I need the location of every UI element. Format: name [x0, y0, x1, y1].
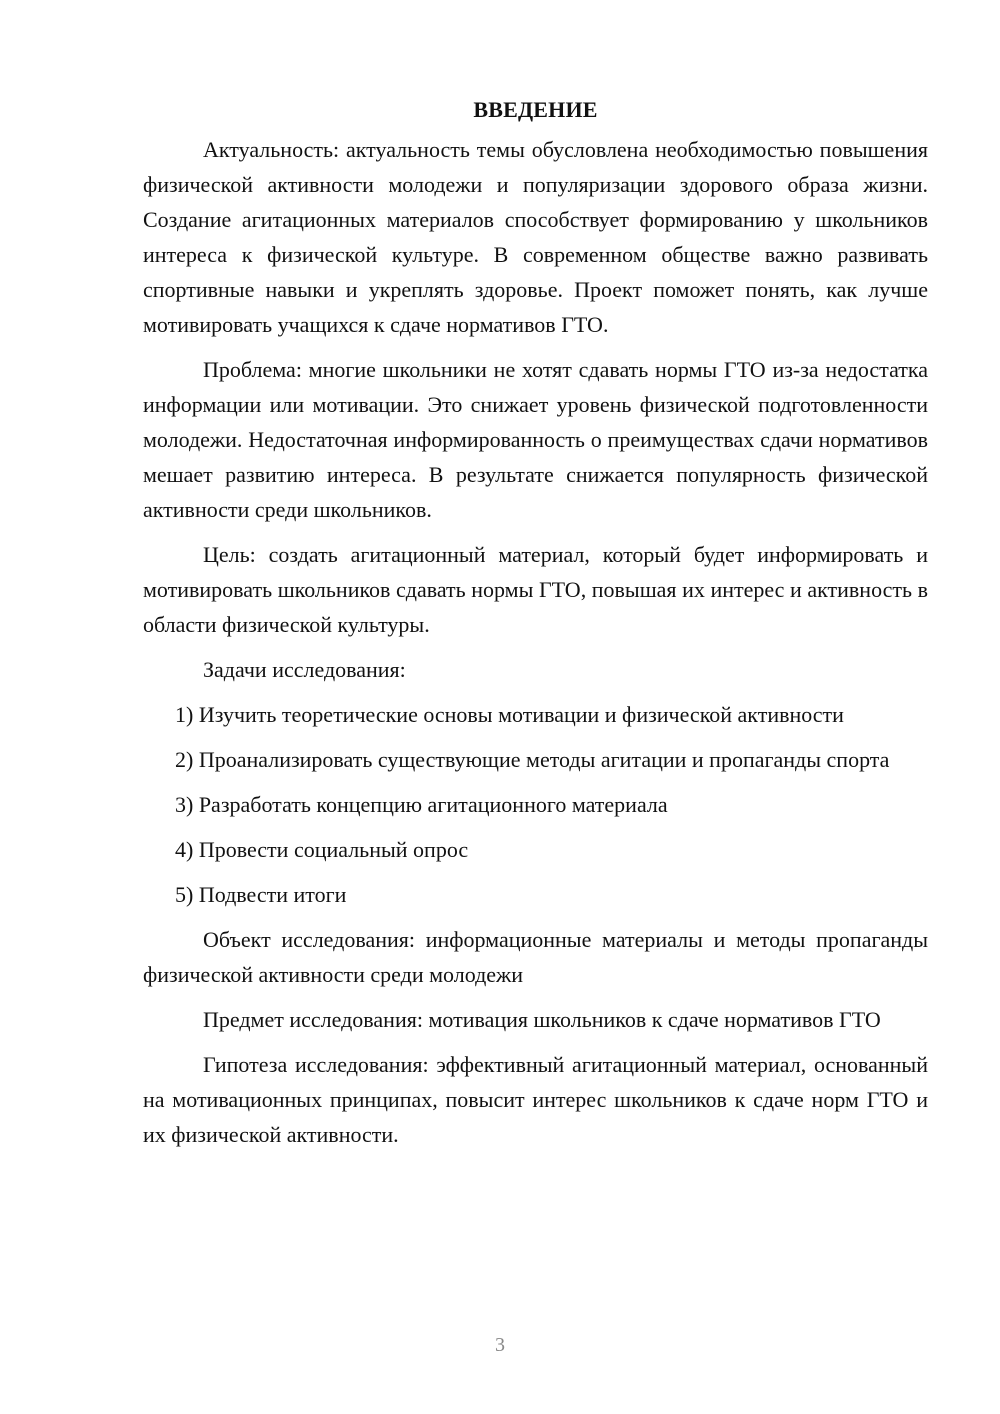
task-item: 3) Разработать концепцию агитационного материала: [175, 792, 668, 817]
task-item: 4) Провести социальный опрос: [175, 837, 469, 862]
task-item: 1) Изучить теоретические основы мотивации и физической активности: [175, 702, 844, 727]
paragraph-problem: Проблема: многие школьники не хотят сдавать нормы ГТО из-за недостатка информации или мотивации. Это снижает уровень физической подготовленности молодежи. Недостаточная информированность о преимуществах сдачи нормативов мешает развитию интереса. В результате снижается популярность физической активности среди школьников.: [143, 357, 928, 522]
paragraph-subject: Предмет исследования: мотивация школьников к сдаче нормативов ГТО: [203, 1007, 881, 1032]
page-title: ВВЕДЕНИЕ: [473, 97, 598, 122]
document-body: [143, 92, 928, 1162]
task-item: 2) Проанализировать существующие методы агитации и пропаганды спорта: [175, 747, 890, 772]
task-item: 5) Подвести итоги: [175, 882, 347, 907]
paragraph-goal: Цель: создать агитационный материал, который будет информировать и мотивировать школьников сдавать нормы ГТО, повышая их интерес и активность в области физической культуры.: [143, 542, 928, 637]
paragraph-hypothesis: Гипотеза исследования: эффективный агитационный материал, основанный на мотивационных принципах, повысит интерес школьников к сдаче норм ГТО и их физической активности.: [143, 1052, 928, 1147]
page-number: 3: [495, 1334, 505, 1356]
paragraph-relevance: Актуальность: актуальность темы обусловлена необходимостью повышения физической активности молодежи и популяризации здорового образа жизни. Создание агитационных материалов способствует формированию у школьников интереса к физической культуре. В современном обществе важно развивать спортивные навыки и укреплять здоровье. Проект поможет понять, как лучше мотивировать учащихся к сдаче нормативов ГТО.: [143, 137, 928, 337]
paragraph-object: Объект исследования: информационные материалы и методы пропаганды физической активности среди молодежи: [143, 927, 928, 987]
paragraph-tasks-heading: Задачи исследования:: [203, 657, 406, 682]
